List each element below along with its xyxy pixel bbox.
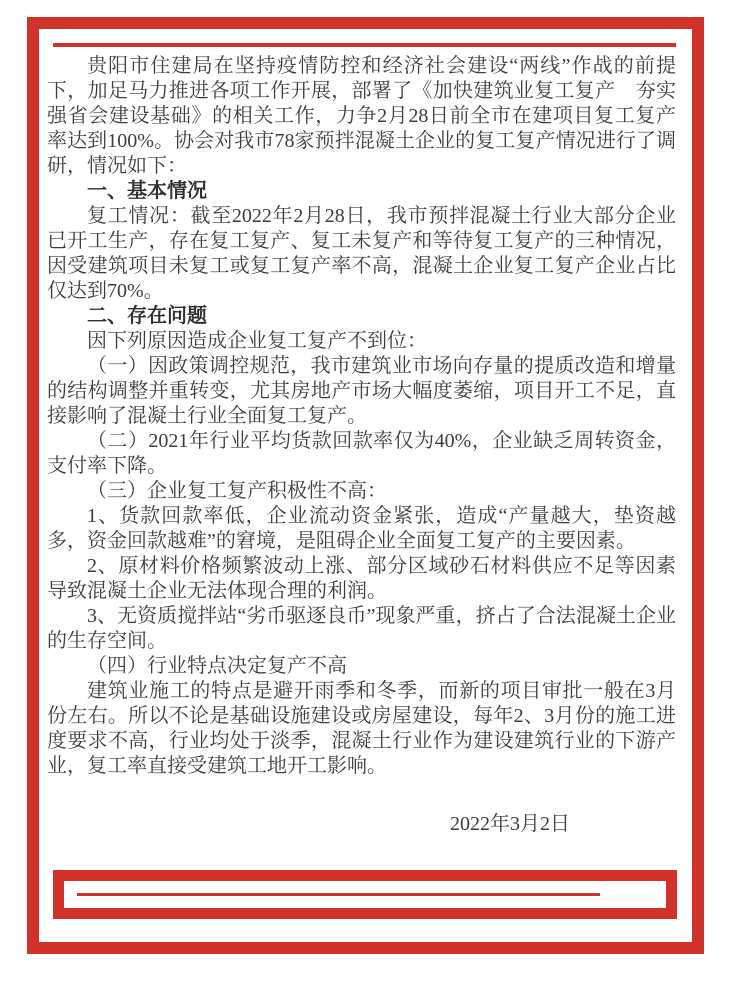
paragraph-reason-4: （四）行业特点决定复产不高 [87, 655, 347, 677]
paragraph-reason-3: （三）企业复工复产积极性不高： [87, 480, 387, 502]
red-border-frame [27, 17, 704, 954]
top-red-rule [53, 43, 676, 47]
paragraph-reason-3-1: 1、货款回款率低，企业流动资金紧张，造成“产量越大，垫资越多，资金回款越难”的窘境，是阻碍企业全面复工复产的主要因素。 [47, 505, 676, 552]
document-body [47, 54, 676, 837]
bottom-red-box [53, 870, 677, 919]
paragraph-reason-3-2: 2、原材料价格频繁波动上涨、部分区域砂石材料供应不足等因素导致混凝土企业无法体现合理的利润。 [47, 555, 676, 602]
paragraph-reasons-lead: 因下列原因造成企业复工复产不到位： [87, 330, 427, 352]
section-heading-issues: 二、存在问题 [87, 305, 207, 327]
paragraph-reason-3-3: 3、无资质搅拌站“劣币驱逐良币”现象严重，挤占了合法混凝土企业的生存空间。 [47, 605, 676, 652]
paragraph-resumption: 复工情况：截至2022年2月28日，我市预拌混凝土行业大部分企业已开工生产，存在复工复产、复工未复产和等待复工复产的三种情况，因受建筑项目未复工或复工复产率不高，混凝土企业复工复产企业占比仅达到70%。 [47, 205, 676, 302]
date-line: 2022年3月2日 [450, 813, 570, 835]
paragraph-reason-2: （二）2021年行业平均货款回款率仅为40%，企业缺乏周转资金，支付率下降。 [47, 430, 676, 477]
paragraph-intro: 贵阳市住建局在坚持疫情防控和经济社会建设“两线”作战的前提下，加足马力推进各项工作开展，部署了《加快建筑业复工复产 夯实强省会建设基础》的相关工作，力争2月28日前全市在建项目复工复产率达到100%。协会对我市78家预拌混凝土企业的复工复产情况进行了调研，情况如下： [47, 55, 676, 177]
paragraph-reason-1: （一）因政策调控规范，我市建筑业市场向存量的提质改造和增量的结构调整并重转变，尤其房地产市场大幅度萎缩，项目开工不足，直接影响了混凝土行业全面复工复产。 [47, 355, 676, 427]
paragraph-industry: 建筑业施工的特点是避开雨季和冬季，而新的项目审批一般在3月份左右。所以不论是基础设施建设或房屋建设，每年2、3月份的施工进度要求不高，行业均处于淡季，混凝土行业作为建设建筑行业的下游产业，复工率直接受建筑工地开工影响。 [47, 680, 676, 777]
section-heading-basic: 一、基本情况 [87, 180, 207, 202]
bottom-red-line [77, 893, 600, 896]
